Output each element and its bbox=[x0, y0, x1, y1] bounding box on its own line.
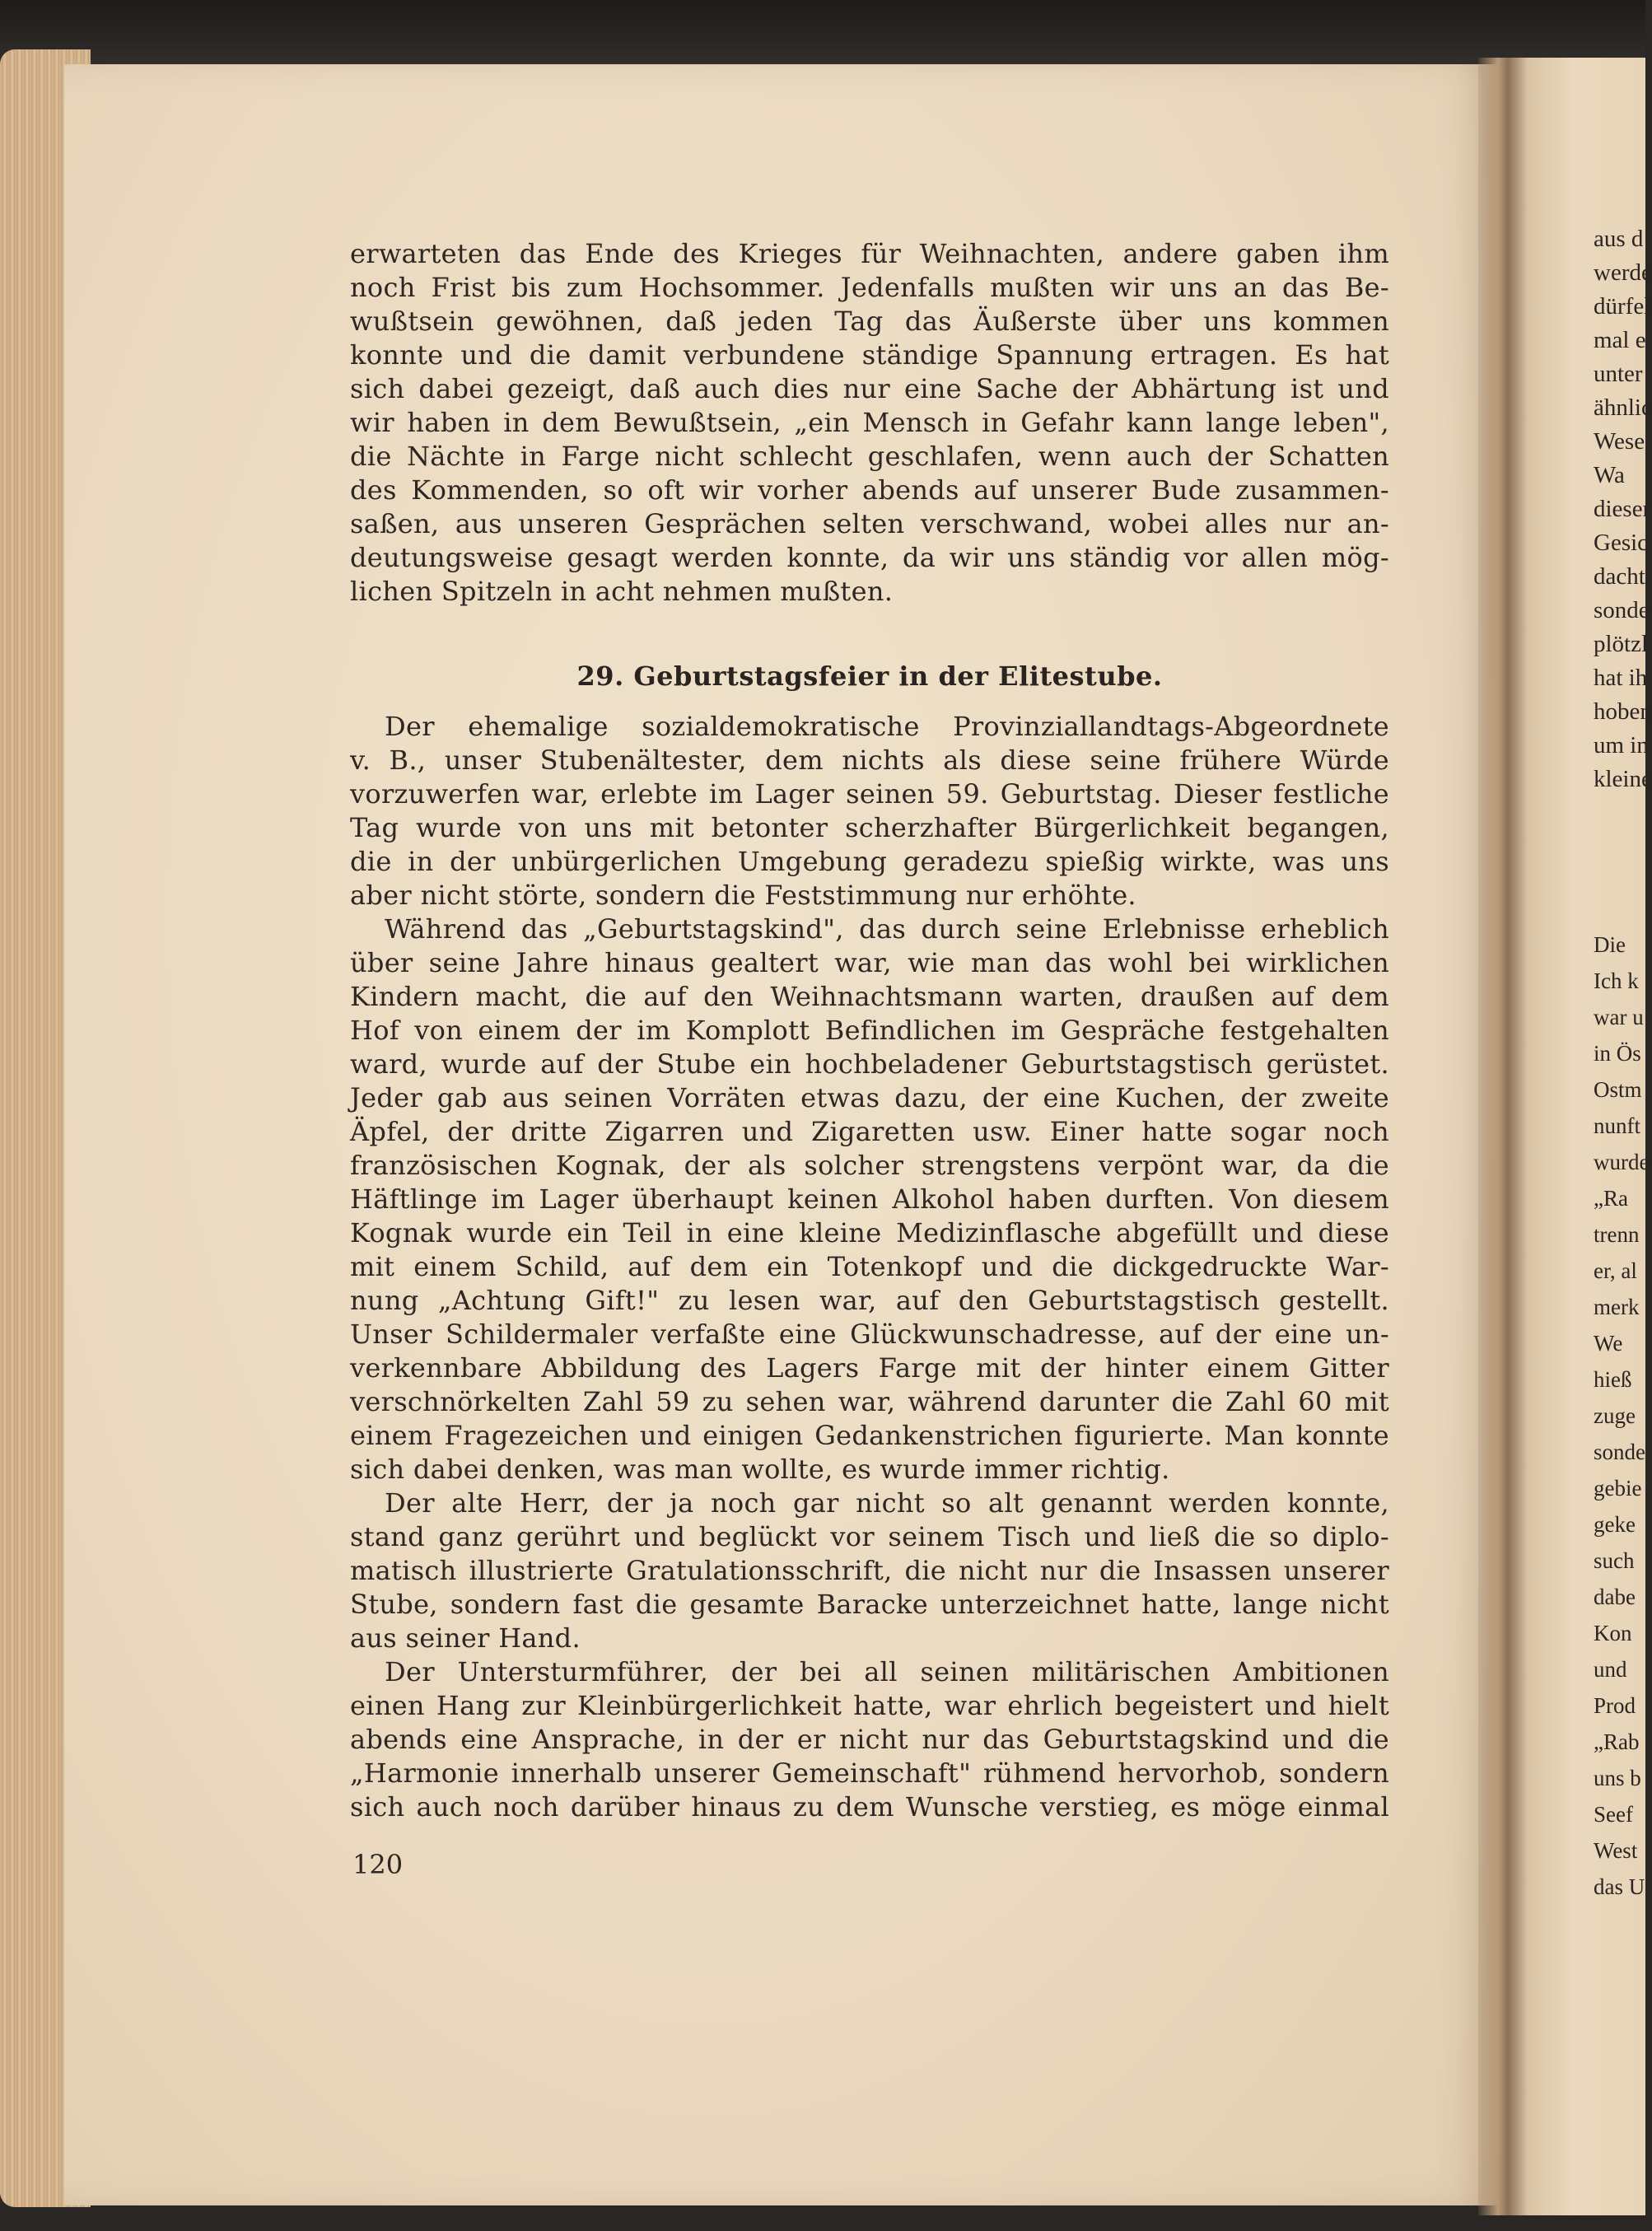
facing-page-line: er, al bbox=[1594, 1258, 1637, 1283]
book-gutter bbox=[1478, 58, 1528, 2215]
text-line: „Harmonie innerhalb unserer Gemeinschaft" rühmend hervorhob, sondern bbox=[350, 1757, 1389, 1789]
text-line: sich dabei gezeigt, daß auch dies nur eine Sache der Abhärtung ist und bbox=[350, 373, 1389, 404]
facing-page-line: Wa bbox=[1594, 462, 1625, 488]
paragraph bbox=[350, 1655, 1389, 1824]
text-line: des Kommenden, so oft wir vorher abends auf unserer Bude zusammen- bbox=[350, 474, 1389, 506]
facing-page-line: wurde bbox=[1594, 1150, 1650, 1174]
facing-page-line: geke bbox=[1594, 1512, 1636, 1537]
facing-page-line: such bbox=[1594, 1548, 1635, 1573]
facing-page-line: kleine bbox=[1594, 766, 1652, 792]
facing-page-line: um in bbox=[1594, 732, 1649, 758]
facing-page-line: Die bbox=[1594, 932, 1626, 957]
facing-page-line: Prod bbox=[1594, 1693, 1636, 1718]
facing-page-bottom-text bbox=[1594, 926, 1649, 1905]
text-line: über seine Jahre hinaus gealtert war, wie man das wohl bei wirklichen bbox=[350, 947, 1389, 978]
facing-page-line: Seef bbox=[1594, 1802, 1633, 1827]
facing-page-line: Wese bbox=[1594, 428, 1645, 455]
facing-page-line: dürfel bbox=[1594, 293, 1651, 320]
text-line: Der Untersturmführer, der bei all seinen militärischen Ambitionen bbox=[385, 1656, 1389, 1687]
text-line: Unser Schildermaler verfaßte eine Glückwunschadresse, auf der eine un- bbox=[350, 1319, 1389, 1350]
facing-page bbox=[1528, 58, 1652, 2215]
text-line: Stube, sondern fast die gesamte Baracke unterzeichnet hatte, lange nicht bbox=[350, 1589, 1389, 1620]
facing-page-line: sonde bbox=[1594, 597, 1650, 623]
facing-page-line: mal e bbox=[1594, 327, 1646, 353]
facing-page-line: hat ih bbox=[1594, 665, 1648, 691]
text-line: erwarteten das Ende des Krieges für Weihnachten, andere gaben ihm bbox=[350, 238, 1389, 269]
text-line: wir haben in dem Bewußtsein, „ein Mensch in Gefahr kann lange leben", bbox=[350, 407, 1389, 438]
text-line: lichen Spitzeln in acht nehmen mußten. bbox=[350, 576, 894, 607]
section-body bbox=[350, 710, 1389, 1824]
facing-page-line: We bbox=[1594, 1331, 1623, 1356]
text-line: einen Hang zur Kleinbürgerlichkeit hatte, war ehrlich begeistert und hielt bbox=[350, 1690, 1389, 1721]
text-line: vorzuwerfen war, erlebte im Lager seinen 59. Geburtstag. Dieser festliche bbox=[350, 778, 1389, 810]
facing-page-line: werde bbox=[1594, 259, 1652, 286]
text-line: Hof von einem der im Komplott Befindlichen im Gespräche festgehalten bbox=[350, 1015, 1389, 1046]
text-line: verkennbare Abbildung des Lagers Farge mit der hinter einem Gitter bbox=[350, 1352, 1389, 1384]
facing-page-line: Gesic bbox=[1594, 530, 1649, 556]
text-line: sich auch noch darüber hinaus zu dem Wunsche verstieg, es möge einmal bbox=[350, 1791, 1389, 1823]
facing-page-line: unter bbox=[1594, 361, 1643, 387]
facing-page-line: ähnlic bbox=[1594, 394, 1652, 421]
text-line: matisch illustrierte Gratulationsschrift, die nicht nur die Insassen unserer bbox=[350, 1555, 1389, 1586]
text-line: französischen Kognak, der als solcher strengstens verpönt war, da die bbox=[350, 1150, 1389, 1181]
facing-page-line: war u bbox=[1594, 1005, 1644, 1029]
text-line: wußtsein gewöhnen, daß jeden Tag das Äußerste über uns kommen bbox=[350, 306, 1389, 337]
facing-page-line: Ostm bbox=[1594, 1077, 1642, 1102]
text-line: die Nächte in Farge nicht schlecht geschlafen, wenn auch der Schatten bbox=[350, 441, 1389, 472]
text-line: Während das „Geburtstagskind", das durch seine Erlebnisse erheblich bbox=[385, 913, 1389, 945]
backdrop bbox=[0, 0, 1645, 74]
facing-page-line: aus d bbox=[1594, 226, 1644, 252]
facing-page-line: West bbox=[1594, 1838, 1638, 1863]
facing-page-line: gebie bbox=[1594, 1476, 1642, 1501]
facing-page-line: uns b bbox=[1594, 1766, 1641, 1790]
facing-page-line: plötzl bbox=[1594, 631, 1649, 657]
facing-page-line: „Ra bbox=[1594, 1186, 1628, 1211]
facing-page-line: merk bbox=[1594, 1295, 1640, 1319]
text-line: sich dabei denken, was man wollte, es wurde immer richtig. bbox=[350, 1454, 1170, 1485]
text-line: deutungsweise gesagt werden konnte, da wir uns ständig vor allen mög- bbox=[350, 542, 1389, 573]
paragraph bbox=[350, 710, 1389, 912]
text-line: Jeder gab aus seinen Vorräten etwas dazu, der eine Kuchen, der zweite bbox=[350, 1082, 1389, 1113]
intro-paragraph bbox=[350, 237, 1389, 609]
text-line: einem Fragezeichen und einigen Gedankenstrichen figurierte. Man konnte bbox=[350, 1420, 1389, 1451]
text-line: Kognak wurde ein Teil in eine kleine Medizinflasche abgefüllt und diese bbox=[350, 1217, 1389, 1249]
text-line: noch Frist bis zum Hochsommer. Jedenfalls mußten wir uns an das Be- bbox=[350, 272, 1389, 303]
facing-page-line: das U bbox=[1594, 1874, 1645, 1899]
text-line: verschnörkelten Zahl 59 zu sehen war, während darunter die Zahl 60 mit bbox=[350, 1386, 1389, 1417]
facing-page-line: Ich k bbox=[1594, 968, 1639, 993]
facing-page-line: hoben bbox=[1594, 698, 1652, 725]
facing-page-line: dieser bbox=[1594, 496, 1651, 522]
text-line: mit einem Schild, auf dem ein Totenkopf und die dickgedruckte War- bbox=[350, 1251, 1389, 1282]
text-line: konnte und die damit verbundene ständige Spannung ertragen. Es hat bbox=[350, 339, 1389, 371]
text-line: nung „Achtung Gift!" zu lesen war, auf den Geburtstagstisch gestellt. bbox=[350, 1285, 1389, 1316]
text-line: Der alte Herr, der ja noch gar nicht so alt genannt werden konnte, bbox=[385, 1487, 1389, 1519]
text-line: v. B., unser Stubenältester, dem nichts als diese seine frühere Würde bbox=[350, 744, 1389, 776]
text-line: Der ehemalige sozialdemokratische Provinziallandtags-Abgeordnete bbox=[385, 711, 1389, 742]
facing-page-line: sonde bbox=[1594, 1440, 1645, 1464]
facing-page-line: und bbox=[1594, 1657, 1627, 1682]
facing-page-line: nunft bbox=[1594, 1113, 1640, 1138]
text-line: Äpfel, der dritte Zigarren und Zigaretten usw. Einer hatte sogar noch bbox=[350, 1116, 1389, 1147]
facing-page-line: hieß bbox=[1594, 1367, 1632, 1392]
facing-page-line: in Ös bbox=[1594, 1041, 1641, 1066]
paragraph bbox=[350, 1487, 1389, 1655]
text-line: stand ganz gerührt und beglückt vor seinem Tisch und ließ die so diplo- bbox=[350, 1521, 1389, 1552]
section-heading: 29. Geburtstagsfeier in der Elitestube. bbox=[576, 660, 1163, 692]
facing-page-line: Kon bbox=[1594, 1621, 1632, 1645]
facing-page-line: dacht bbox=[1594, 563, 1645, 590]
facing-page-line: „Rab bbox=[1594, 1729, 1640, 1754]
facing-page-top-text bbox=[1594, 222, 1652, 796]
text-line: Häftlinge im Lager überhaupt keinen Alkohol haben durften. Von diesem bbox=[350, 1183, 1389, 1215]
text-line: aber nicht störte, sondern die Feststimmung nur erhöhte. bbox=[350, 880, 1136, 911]
text-line: ward, wurde auf der Stube ein hochbeladener Geburtstagstisch gerüstet. bbox=[350, 1048, 1389, 1080]
text-line: aus seiner Hand. bbox=[350, 1622, 581, 1654]
text-line: abends eine Ansprache, in der er nicht nur das Geburtstagskind und die bbox=[350, 1724, 1389, 1755]
facing-page-line: trenn bbox=[1594, 1222, 1640, 1247]
facing-page-line: zuge bbox=[1594, 1403, 1636, 1428]
facing-page-line: dabe bbox=[1594, 1585, 1636, 1609]
text-line: die in der unbürgerlichen Umgebung geradezu spießig wirkte, was uns bbox=[350, 846, 1389, 877]
text-line: saßen, aus unseren Gesprächen selten verschwand, wobei alles nur an- bbox=[350, 508, 1389, 539]
page-number: 120 bbox=[352, 1849, 404, 1880]
paragraph bbox=[350, 912, 1389, 1487]
text-line: Tag wurde von uns mit betonter scherzhafter Bürgerlichkeit begangen, bbox=[350, 812, 1389, 843]
text-line: Kindern macht, die auf den Weihnachtsmann warten, draußen auf dem bbox=[350, 981, 1389, 1012]
